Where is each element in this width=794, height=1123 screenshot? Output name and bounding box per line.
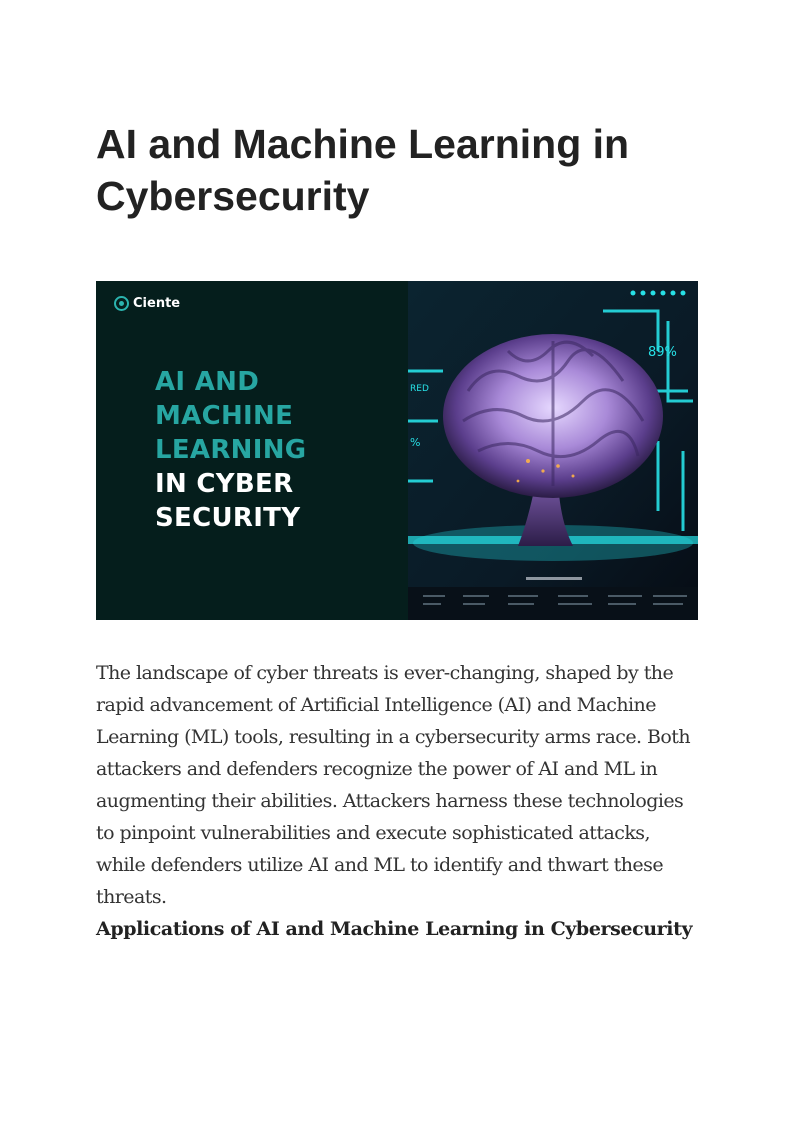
brand-name: Ciente: [133, 296, 181, 311]
hero-text-panel: [96, 281, 408, 620]
hero-heading-line: IN CYBER: [155, 469, 294, 499]
brain-illustration-graphic: [408, 281, 698, 620]
svg-text:89%: 89%: [648, 345, 677, 360]
brain-illustration: [408, 281, 698, 620]
svg-text:RED: RED: [410, 384, 429, 394]
svg-text:%: %: [410, 436, 421, 449]
brand-logo: [114, 296, 180, 311]
hero-heading-line: LEARNING: [155, 435, 307, 465]
hero-image: [96, 281, 698, 620]
section-heading: Applications of AI and Machine Learning in Cybersecurity: [96, 918, 693, 940]
page-title: AI and Machine Learning in Cybersecurity: [96, 121, 630, 219]
hero-heading: [155, 365, 306, 535]
intro-paragraph: The landscape of cyber threats is ever-changing, shaped by the rapid advancement of Artificial Intelligence (AI) and Machine Learning (ML) tools, resulting in a cybersecurity arms race. Both attackers and defenders recognize the power of AI and ML in augmenting their abilities. Attackers harness these technologies to pinpoint vulnerabilities and execute sophisticated attacks, while defenders utilize AI and ML to identify and thwart these threats.: [96, 662, 691, 908]
hero-heading-line: AI AND: [155, 367, 260, 397]
hero-heading-line: SECURITY: [155, 503, 301, 533]
ciente-logo-icon: [114, 296, 129, 311]
hero-heading-line: MACHINE: [155, 401, 294, 431]
